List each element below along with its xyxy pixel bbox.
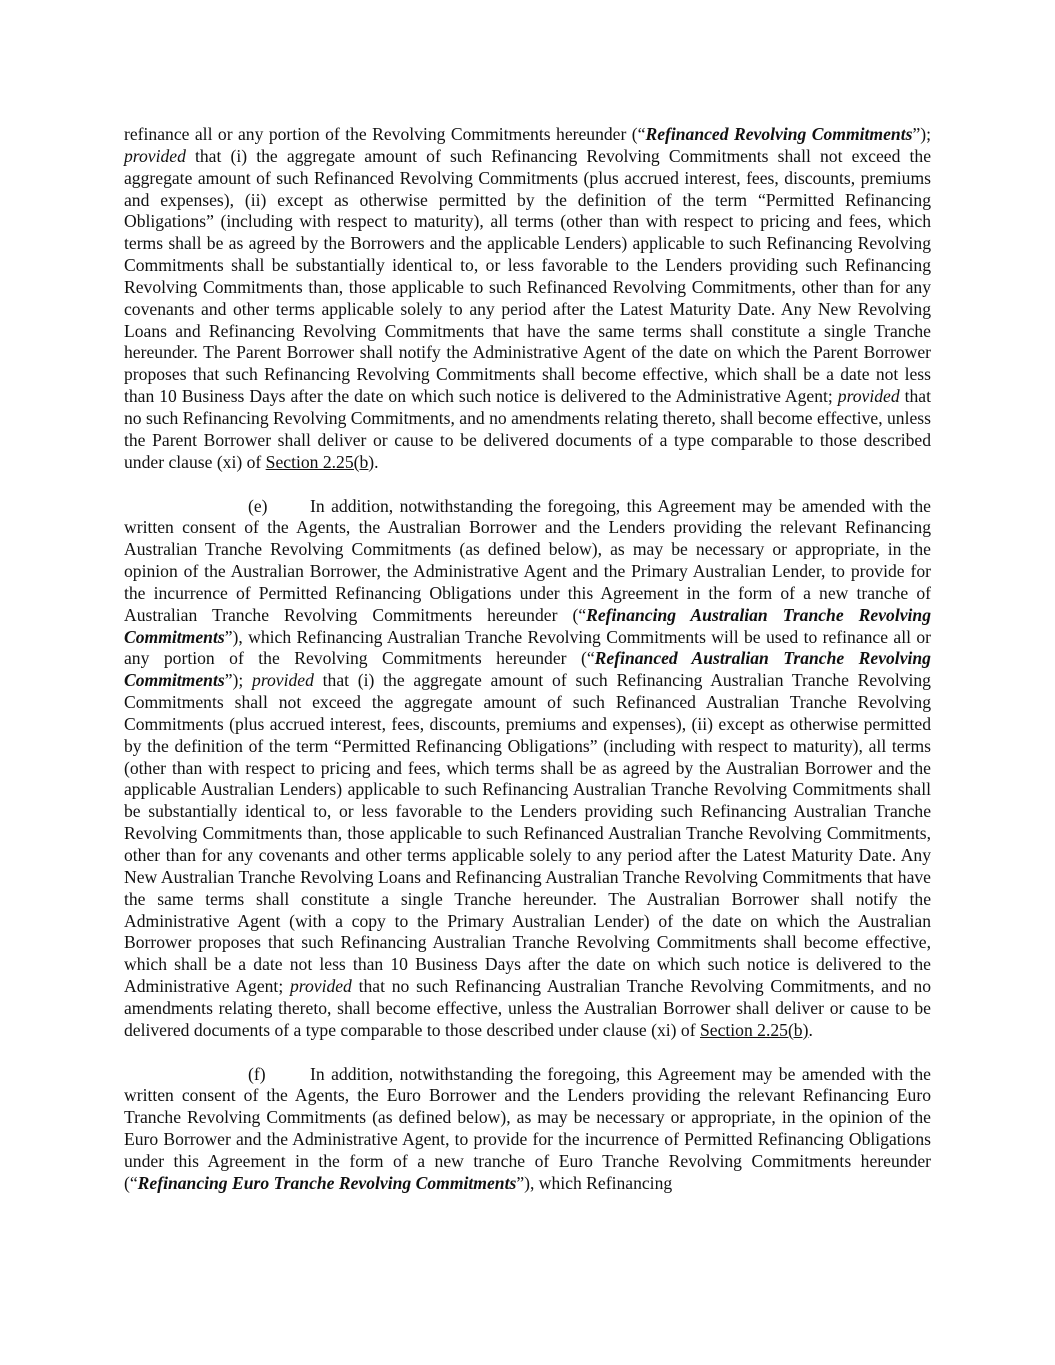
run: refinance all or any portion of the Revolving Commitments hereunder (“ bbox=[124, 124, 646, 144]
run: In addition, notwithstanding the foregoing, this Agreement may be amended with the written consent of the Agents, the Australian Borrower and the Lenders providing the relevant Refinancing Australian Tranche Revolving Commitments (as defined below), as may be necessary or appropriate, in the opinion of the Australian Borrower, the Administrative Agent and the Primary Australian Lender, to provide for the incurrence of Permitted Refinancing Obligations under this Agreement in the form of a new tranche of Australian Tranche Revolving Commitments hereunder (“ bbox=[124, 495, 931, 625]
defined-term: Refinancing Australian Tranche Revolving Commitments bbox=[124, 604, 931, 647]
run: ”), which Refinancing bbox=[516, 1172, 673, 1193]
section-reference: Section 2.25(b) bbox=[265, 451, 375, 472]
proviso-term: provided bbox=[124, 145, 186, 166]
paragraph-clause-e bbox=[124, 496, 931, 1042]
run: that no such Refinancing Australian Tranche Revolving Commitments, and no amendments relating thereto, shall become effective, unless the Australian Borrower shall deliver or cause to be delivered documents of a type comparable to those described under clause (xi) of bbox=[124, 976, 931, 1040]
clause-marker: (e) bbox=[248, 495, 268, 516]
paragraph-clause-f bbox=[124, 1064, 931, 1195]
run: that (i) the aggregate amount of such Refinancing Revolving Commitments shall not exceed the aggregate amount of such Refinanced Revolving Commitments (plus accrued interest, fees, discounts, premiums and expenses), (ii) except as otherwise permitted by the definition of the term “Permitted Refinancing Obligations” (including with respect to maturity), all terms (other than with respect to pricing and fees, which terms shall be as agreed by the Borrowers and the applicable Lenders) applicable to such Refinancing Revolving Commitments shall be substantially identical to, or less favorable to the Lenders providing such Refinancing Revolving Commitments than, those applicable to such Refinanced Revolving Commitments, other than for any covenants and other terms applicable solely to any period after the Latest Maturity Date. Any New Revolving Loans and Refinancing Revolving Commitments that have the same terms shall constitute a single Tranche hereunder. The Parent Borrower shall notify the Administrative Agent of the date on which the Parent Borrower proposes that such Refinancing Revolving Commitments shall become effective, which shall be a date not less than 10 Business Days after the date on which such notice is delivered to the Administrative Agent; bbox=[124, 145, 931, 407]
section-reference: Section 2.25(b) bbox=[699, 1019, 809, 1040]
run: that (i) the aggregate amount of such Refinancing Australian Tranche Revolving Commitments shall not exceed the aggregate amount of such Refinanced Australian Tranche Revolving Commitments (plus accrued interest, fees, discounts, premiums and expenses), (ii) except as otherwise permitted by the definition of the term “Permitted Refinancing Obligations” (including with respect to maturity), all terms (other than with respect to pricing and fees, which terms shall be as agreed by the Australian Borrower and the applicable Australian Lenders) applicable to such Refinancing Australian Tranche Revolving Commitments shall be substantially identical to, or less favorable to the Lenders providing such Refinancing Australian Tranche Revolving Commitments than, those applicable to such Refinanced Australian Tranche Revolving Commitments, other than for any covenants and other terms applicable solely to any period after the Latest Maturity Date. Any New Australian Tranche Revolving Loans and Refinancing Australian Tranche Revolving Commitments that have the same terms shall constitute a single Tranche hereunder. The Australian Borrower shall notify the Administrative Agent (with a copy to the Primary Australian Lender) of the date on which the Australian Borrower proposes that such Refinancing Australian Tranche Revolving Commitments shall become effective, which shall be a date not less than 10 Business Days after the date on which such notice is delivered to the Administrative Agent; bbox=[124, 670, 931, 997]
run: ”); bbox=[912, 124, 931, 144]
run: . bbox=[808, 1019, 813, 1040]
run: ”); bbox=[224, 670, 253, 691]
defined-term: Refinanced Revolving Commitments bbox=[645, 124, 913, 144]
clause-marker: (f) bbox=[248, 1063, 266, 1084]
proviso-term: provided bbox=[252, 670, 314, 691]
paragraph-continuation bbox=[124, 124, 931, 474]
proviso-term: provided bbox=[837, 386, 900, 407]
run: In addition, notwithstanding the foregoing, this Agreement may be amended with the written consent of the Agents, the Euro Borrower and the Lenders providing the relevant Refinancing Euro Tranche Revolving Commitments (as defined below), as may be necessary or appropriate, in the opinion of the Euro Borrower and the Administrative Agent, to provide for the incurrence of Permitted Refinancing Obligations under this Agreement in the form of a new tranche of Euro Tranche Revolving Commitments hereunder (“ bbox=[124, 1063, 931, 1193]
defined-term: Refinanced Australian Tranche Revolving Commitments bbox=[124, 648, 931, 691]
run: ”), which Refinancing Australian Tranche Revolving Commitments will be used to refinance all or any portion of the Revolving Commitments hereunder (“ bbox=[124, 626, 931, 669]
run: that no such Refinancing Revolving Commitments, and no amendments relating thereto, shall become effective, unless the Parent Borrower shall deliver or cause to be delivered documents of a type comparable to those described under clause (xi) of bbox=[124, 386, 932, 472]
document-page bbox=[124, 124, 931, 1217]
defined-term: Refinancing Euro Tranche Revolving Commitments bbox=[137, 1172, 517, 1193]
run: . bbox=[374, 451, 379, 472]
proviso-term: provided bbox=[289, 976, 352, 997]
